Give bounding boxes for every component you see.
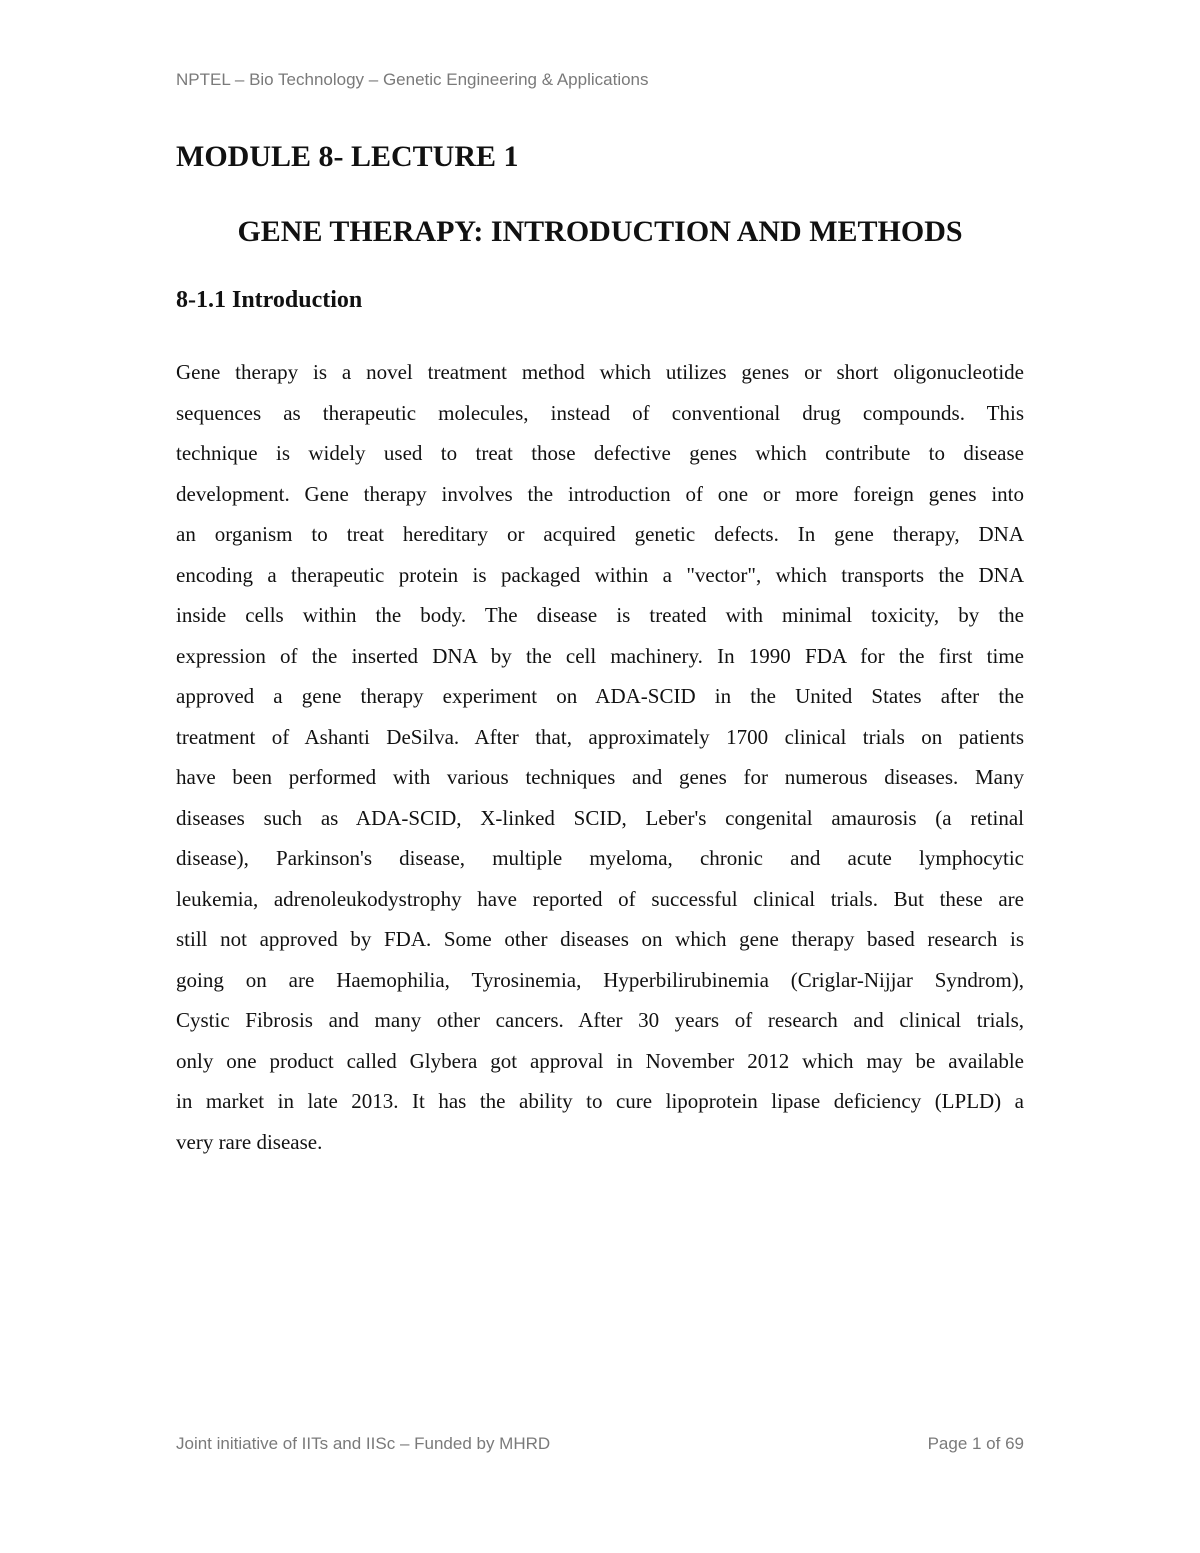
paragraph-line: approved a gene therapy experiment on ADA-SCID in the United States after the: [176, 684, 1024, 708]
paragraph-line: still not approved by FDA. Some other diseases on which gene therapy based research is: [176, 927, 1024, 951]
paragraph-line: going on are Haemophilia, Tyrosinemia, Hyperbilirubinemia (Criglar-Nijjar Syndrom),: [176, 967, 1024, 992]
paragraph-line: disease), Parkinson's disease, multiple myeloma, chronic and acute lymphocytic: [176, 846, 1024, 870]
page-number: Page 1 of 69: [927, 1434, 1024, 1453]
paragraph-line: only one product called Glybera got approval in November 2012 which may be available: [176, 1048, 1024, 1073]
paragraph-line: diseases such as ADA-SCID, X-linked SCID, Leber's congenital amaurosis (a retinal: [176, 805, 1024, 830]
lecture-title: GENE THERAPY: INTRODUCTION AND METHODS: [237, 215, 963, 248]
paragraph-line: sequences as therapeutic molecules, instead of conventional drug compounds. This: [176, 400, 1024, 425]
module-title: MODULE 8- LECTURE 1: [176, 140, 519, 173]
paragraph-line: encoding a therapeutic protein is packaged within a "vector", which transports the DNA: [176, 562, 1024, 587]
footer-funding-note: Joint initiative of IITs and IISc – Funded by MHRD: [176, 1434, 551, 1453]
paragraph-line: inside cells within the body. The disease is treated with minimal toxicity, by the: [176, 603, 1024, 627]
paragraph-line: development. Gene therapy involves the introduction of one or more foreign genes into: [176, 481, 1024, 506]
introduction-paragraph: [176, 352, 1024, 1162]
paragraph-line: technique is widely used to treat those defective genes which contribute to disease: [176, 441, 1024, 465]
section-heading: 8-1.1 Introduction: [176, 287, 363, 313]
paragraph-line: treatment of Ashanti DeSilva. After that, approximately 1700 clinical trials on patients: [176, 724, 1024, 749]
paragraph-line: an organism to treat hereditary or acquired genetic defects. In gene therapy, DNA: [176, 522, 1024, 546]
paragraph-line: leukemia, adrenoleukodystrophy have reported of successful clinical trials. But these are: [176, 886, 1024, 911]
paragraph-line: in market in late 2013. It has the ability to cure lipoprotein lipase deficiency (LPLD) a: [176, 1089, 1024, 1113]
paragraph-line: have been performed with various techniques and genes for numerous diseases. Many: [176, 765, 1024, 789]
paragraph-line: Cystic Fibrosis and many other cancers. After 30 years of research and clinical trials,: [176, 1008, 1024, 1032]
page-header: NPTEL – Bio Technology – Genetic Engineering & Applications: [176, 70, 649, 89]
paragraph-line: expression of the inserted DNA by the cell machinery. In 1990 FDA for the first time: [176, 643, 1024, 668]
paragraph-line: very rare disease.: [176, 1129, 323, 1154]
paragraph-line: Gene therapy is a novel treatment method which utilizes genes or short oligonucleotide: [176, 360, 1024, 384]
